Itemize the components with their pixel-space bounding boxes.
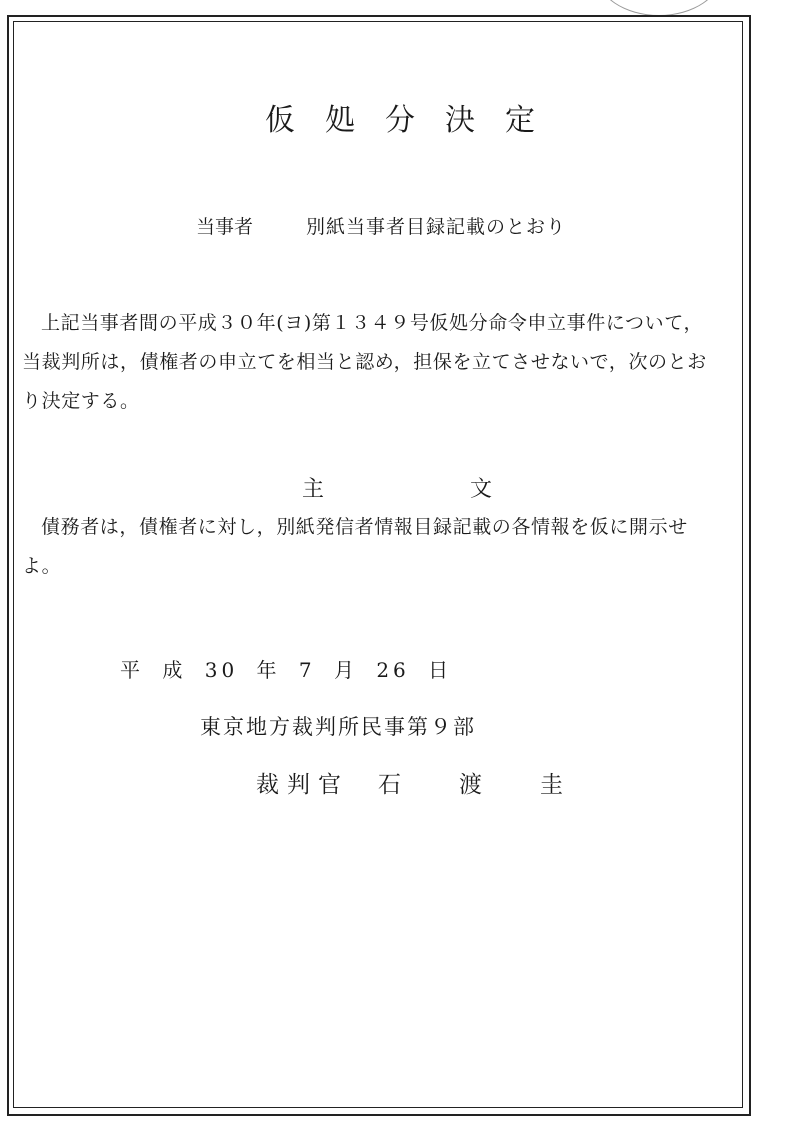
parties-value: 別紙当事者目録記載のとおり xyxy=(306,216,567,238)
judge-name: 石渡圭 xyxy=(378,772,621,798)
preamble-paragraph: 上記当事者間の平成３０年(ヨ)第１３４９号仮処分命令申立事件について，当裁判所は，債権者の申立てを相当と認め，担保を立てさせないで，次のとおり決定する。 xyxy=(22,312,707,412)
main-text-heading-char: 主 xyxy=(302,477,325,502)
main-text-paragraph: 債務者は，債権者に対し，別紙発信者情報目録記載の各情報を仮に開示せよ。 xyxy=(22,516,688,577)
main-text-heading-char: 文 xyxy=(470,477,493,502)
judge-title: 裁判官 xyxy=(256,772,349,798)
document-title: 仮処分決定 xyxy=(265,103,565,138)
decision-date: 平 成 30 年 7 月 26 日 xyxy=(120,658,453,682)
court-name: 東京地方裁判所民事第９部 xyxy=(200,715,476,739)
parties-label: 当事者 xyxy=(196,216,254,238)
seal-stamp-edge xyxy=(596,0,722,16)
